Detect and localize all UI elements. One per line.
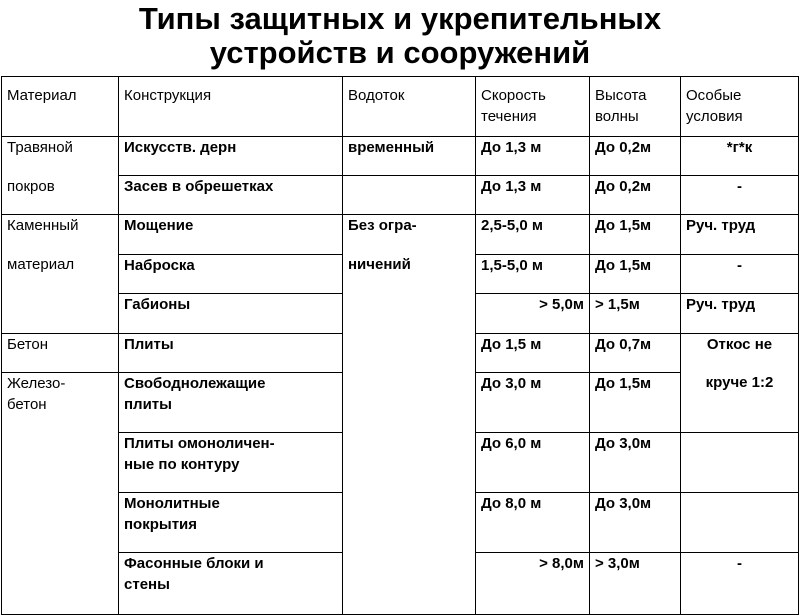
watercourse-cell: [343, 176, 476, 215]
speed-cell: До 1,5 м: [476, 334, 590, 373]
title-line-2: устройств и сооружений: [209, 35, 591, 70]
wave-cell: До 1,5м: [590, 255, 681, 294]
wave-cell: До 1,5м: [590, 215, 681, 255]
construction-cell: Плиты омоноличен- ные по контуру: [119, 433, 343, 493]
page-title: [0, 2, 800, 70]
construction-cell: Габионы: [119, 294, 343, 334]
table-row: [2, 215, 799, 255]
speed-cell: До 6,0 м: [476, 433, 590, 493]
construction-cell: Мощение: [119, 215, 343, 255]
table-row: [2, 137, 799, 176]
special-cell: Руч. труд: [681, 294, 799, 334]
wave-cell: До 3,0м: [590, 493, 681, 553]
speed-cell: > 8,0м: [476, 553, 590, 615]
construction-cell: Плиты: [119, 334, 343, 373]
group-concrete: Бетон: [2, 334, 119, 373]
header-material: Материал: [2, 77, 119, 137]
group-grass: Травяной покров: [2, 137, 119, 215]
wave-cell: > 3,0м: [590, 553, 681, 615]
construction-cell: Искусств. дерн: [119, 137, 343, 176]
protection-types-table: [1, 76, 799, 615]
speed-cell: 2,5-5,0 м: [476, 215, 590, 255]
special-cell: -: [681, 176, 799, 215]
special-cell: [681, 493, 799, 553]
speed-cell: > 5,0м: [476, 294, 590, 334]
header-wave: Высота волны: [590, 77, 681, 137]
wave-cell: До 0,7м: [590, 334, 681, 373]
construction-cell: Монолитные покрытия: [119, 493, 343, 553]
wave-cell: До 3,0м: [590, 433, 681, 493]
special-cell: -: [681, 553, 799, 615]
table-row: [2, 176, 799, 215]
header-row: [2, 77, 799, 137]
speed-cell: До 1,3 м: [476, 137, 590, 176]
construction-cell: Фасонные блоки и стены: [119, 553, 343, 615]
speed-cell: До 3,0 м: [476, 373, 590, 433]
special-cell: *г*к: [681, 137, 799, 176]
header-speed: Скорость течения: [476, 77, 590, 137]
wave-cell: > 1,5м: [590, 294, 681, 334]
header-special: Особые условия: [681, 77, 799, 137]
construction-cell: Наброска: [119, 255, 343, 294]
header-construction: Конструкция: [119, 77, 343, 137]
construction-cell: Свободнолежащие плиты: [119, 373, 343, 433]
special-cell: [681, 433, 799, 493]
speed-cell: До 1,3 м: [476, 176, 590, 215]
header-watercourse: Водоток: [343, 77, 476, 137]
title-line-1: Типы защитных и укрепительных: [138, 1, 662, 36]
construction-cell: Засев в обрешетках: [119, 176, 343, 215]
watercourse-cell: временный: [343, 137, 476, 176]
group-reinforced-concrete: Железо- бетон: [2, 373, 119, 615]
watercourse-cell-unlimited: Без огра- ничений: [343, 215, 476, 615]
speed-cell: До 8,0 м: [476, 493, 590, 553]
special-cell-slope: Откос не круче 1:2: [681, 334, 799, 433]
special-cell: Руч. труд: [681, 215, 799, 255]
wave-cell: До 0,2м: [590, 137, 681, 176]
speed-cell: 1,5-5,0 м: [476, 255, 590, 294]
group-stone: Каменный материал: [2, 215, 119, 334]
wave-cell: До 1,5м: [590, 373, 681, 433]
wave-cell: До 0,2м: [590, 176, 681, 215]
special-cell: -: [681, 255, 799, 294]
